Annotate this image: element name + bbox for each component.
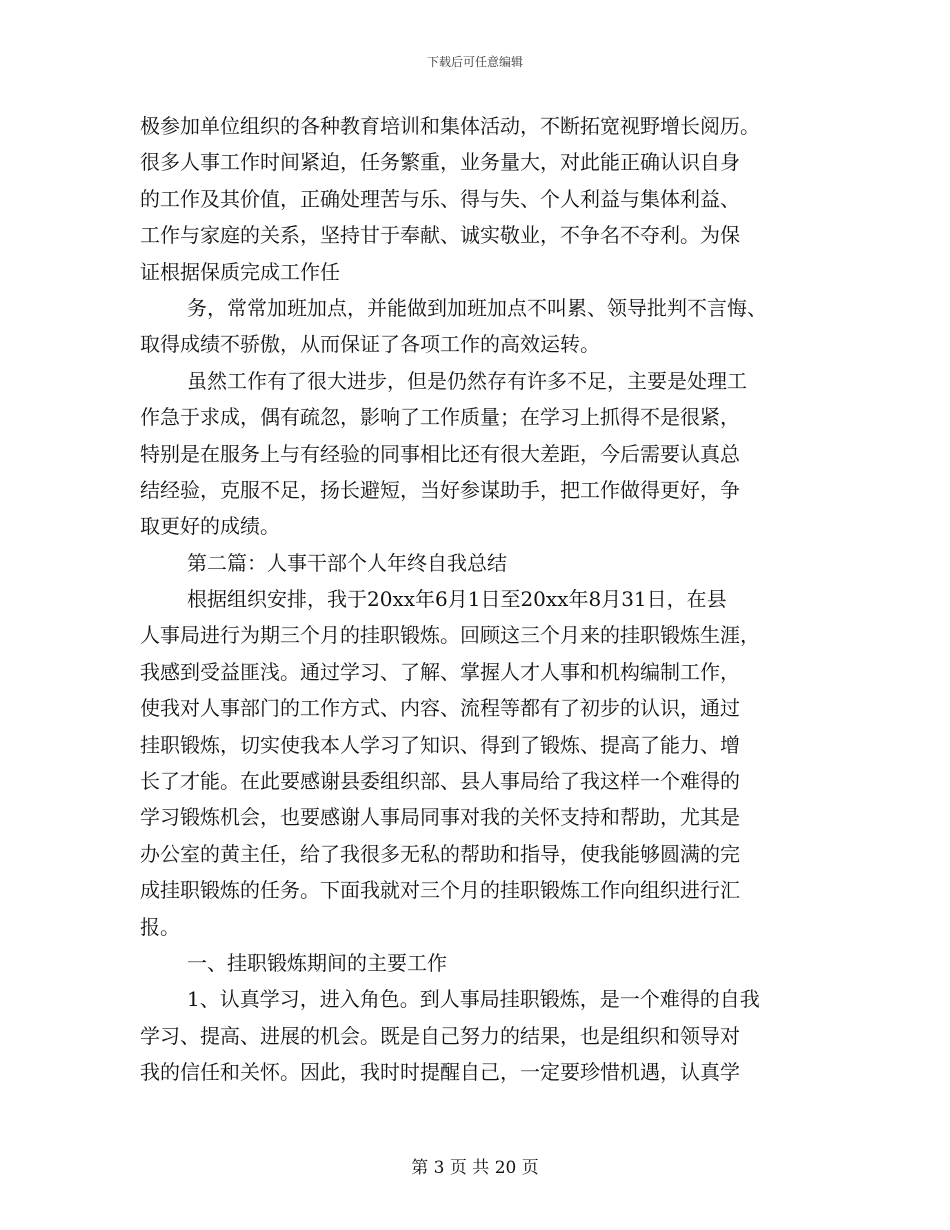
text-line: 根据组织安排，我于20xx年6月1日至20xx年8月31日，在县: [187, 587, 727, 612]
text-line: 学习、提高、进展的机会。既是自己努力的结果，也是组织和领导对: [140, 1023, 740, 1048]
text-line: 人事局进行为期三个月的挂职锻炼。回顾这三个月来的挂职锻炼生涯，: [140, 623, 760, 648]
page-header: 下载后可任意编辑: [426, 55, 523, 69]
text-line: 工作与家庭的关系，坚持甘于奉献、诚实敬业，不争名不夺利。为保: [140, 223, 740, 248]
text-line: 结经验，克服不足，扬长避短，当好参谋助手，把工作做得更好，争: [140, 477, 740, 502]
text-line: 一、挂职锻炼期间的主要工作: [187, 950, 447, 975]
text-line: 第二篇：人事干部个人年终自我总结: [187, 550, 507, 575]
text-line: 报。: [140, 914, 180, 939]
text-line: 办公室的黄主任，给了我很多无私的帮助和指导，使我能够圆满的完: [140, 841, 740, 866]
page-footer: 第 3 页 共 20 页: [411, 1158, 539, 1178]
text-line: 务，常常加班加点，并能做到加班加点不叫累、领导批判不言悔、: [187, 295, 767, 320]
text-line: 学习锻炼机会，也要感谢人事局同事对我的关怀支持和帮助，尤其是: [140, 805, 740, 830]
text-line: 挂职锻炼，切实使我本人学习了知识、得到了锻炼、提高了能力、增: [140, 732, 740, 757]
document-body: [140, 108, 820, 1091]
text-line: 很多人事工作时间紧迫，任务繁重，业务量大，对此能正确认识自身: [140, 150, 740, 175]
text-line: 证根据保质完成工作任: [140, 259, 340, 284]
text-line: 使我对人事部门的工作方式、内容、流程等都有了初步的认识，通过: [140, 696, 740, 721]
text-line: 特别是在服务上与有经验的同事相比还有很大差距，今后需要认真总: [140, 441, 740, 466]
text-line: 取得成绩不骄傲，从而保证了各项工作的高效运转。: [140, 332, 600, 357]
text-line: 虽然工作有了很大进步，但是仍然存有许多不足，主要是处理工: [187, 368, 747, 393]
text-line: 的工作及其价值，正确处理苦与乐、得与失、个人利益与集体利益、: [140, 186, 740, 211]
text-line: 作急于求成，偶有疏忽，影响了工作质量；在学习上抓得不是很紧，: [140, 405, 740, 430]
text-line: 长了才能。在此要感谢县委组织部、县人事局给了我这样一个难得的: [140, 769, 740, 794]
text-line: 取更好的成绩。: [140, 514, 280, 539]
text-line: 成挂职锻炼的任务。下面我就对三个月的挂职锻炼工作向组织进行汇: [140, 878, 740, 903]
text-line: 1、认真学习，进入角色。到人事局挂职锻炼，是一个难得的自我: [187, 987, 760, 1012]
text-line: 我感到受益匪浅。通过学习、了解、掌握人才人事和机构编制工作，: [140, 659, 740, 684]
text-line: 我的信任和关怀。因此，我时时提醒自己，一定要珍惜机遇，认真学: [140, 1060, 740, 1085]
text-line: 极参加单位组织的各种教育培训和集体活动，不断拓宽视野增长阅历。: [140, 114, 760, 138]
